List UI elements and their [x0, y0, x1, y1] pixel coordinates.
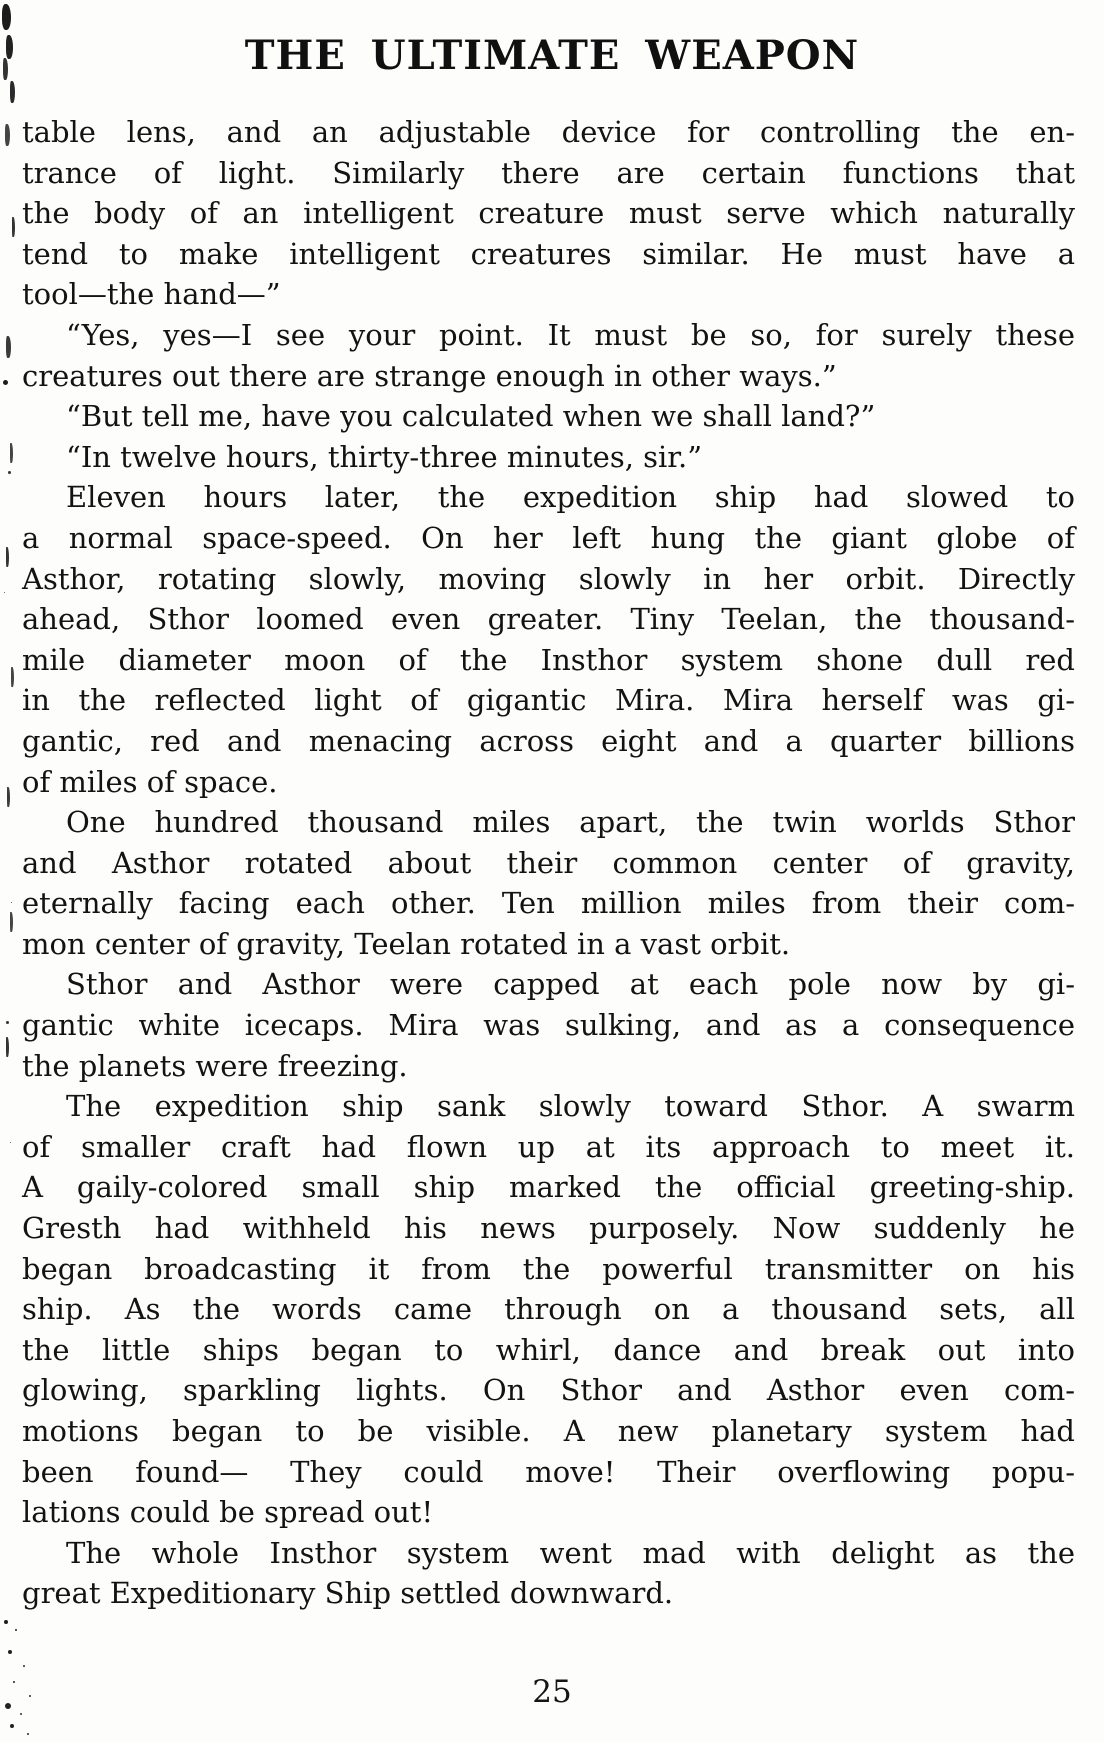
- text-line: tool—the hand—”: [22, 277, 281, 312]
- text-line: tend to make intelligent creatures similar. He must have a: [22, 236, 1075, 271]
- text-line: “Yes, yes—I see your point. It must be so, for surely these: [66, 317, 1075, 352]
- text-line: the body of an intelligent creature must serve which naturally: [22, 196, 1075, 231]
- text-line: ahead, Sthor loomed even greater. Tiny Teelan, the thousand-: [22, 602, 1075, 637]
- text-line: of miles of space.: [22, 764, 278, 799]
- text-line: great Expeditionary Ship settled downward.: [22, 1576, 674, 1611]
- text-line: ship. As the words came through on a thousand sets, all: [22, 1292, 1075, 1327]
- text-line: Eleven hours later, the expedition ship had slowed to: [66, 480, 1075, 515]
- text-line: mon center of gravity, Teelan rotated in a vast orbit.: [22, 926, 791, 961]
- scan-artifact-left-edge: [2, 4, 11, 30]
- text-line: One hundred thousand miles apart, the twin worlds Sthor: [66, 805, 1075, 840]
- text-line: lations could be spread out!: [22, 1495, 434, 1530]
- text-line: “In twelve hours, thirty-three minutes, sir.”: [66, 439, 703, 474]
- text-line: the little ships began to whirl, dance and break out into: [22, 1332, 1075, 1367]
- text-line: Gresth had withheld his news purposely. Now suddenly he: [22, 1211, 1075, 1246]
- text-line: and Asthor rotated about their common center of gravity,: [22, 845, 1075, 880]
- text-line: mile diameter moon of the Insthor system shone dull red: [22, 642, 1075, 677]
- text-line: of smaller craft had flown up at its approach to meet it.: [22, 1129, 1075, 1164]
- text-line: The whole Insthor system went mad with delight as the: [66, 1535, 1075, 1570]
- text-line: “But tell me, have you calculated when we shall land?”: [66, 399, 876, 434]
- body-text: [22, 112, 1075, 1614]
- text-line: gantic white icecaps. Mira was sulking, and as a consequence: [22, 1008, 1075, 1043]
- text-line: began broadcasting it from the powerful transmitter on his: [22, 1251, 1075, 1286]
- text-line: Asthor, rotating slowly, moving slowly in her orbit. Directly: [22, 561, 1075, 596]
- text-line: gantic, red and menacing across eight and a quarter billions: [22, 723, 1075, 758]
- text-line: glowing, sparkling lights. On Sthor and Asthor even com-: [22, 1373, 1075, 1408]
- page-number: 25: [532, 1673, 572, 1710]
- text-line: A gaily-colored small ship marked the official greeting-ship.: [22, 1170, 1075, 1205]
- scan-artifact-bottom-left: [4, 1620, 8, 1624]
- text-line: been found— They could move! Their overflowing popu-: [22, 1454, 1075, 1489]
- text-line: motions began to be visible. A new planetary system had: [22, 1414, 1075, 1448]
- text-line: the planets were freezing.: [22, 1048, 408, 1083]
- scan-artifact-left-edge: [3, 380, 8, 385]
- text-line: in the reflected light of gigantic Mira. Mira herself was gi-: [22, 683, 1075, 718]
- text-line: Sthor and Asthor were capped at each pole now by gi-: [66, 967, 1075, 1002]
- text-line: The expedition ship sank slowly toward Sthor. A swarm: [66, 1089, 1075, 1124]
- page-title: THE ULTIMATE WEAPON: [244, 32, 860, 79]
- text-line: table lens, and an adjustable device for controlling the en-: [22, 115, 1075, 149]
- text-line: trance of light. Similarly there are certain functions that: [22, 155, 1075, 190]
- text-line: creatures out there are strange enough in other ways.”: [22, 358, 837, 393]
- text-line: eternally facing each other. Ten million miles from their com-: [22, 886, 1075, 921]
- text-line: a normal space-speed. On her left hung the giant globe of: [22, 520, 1075, 555]
